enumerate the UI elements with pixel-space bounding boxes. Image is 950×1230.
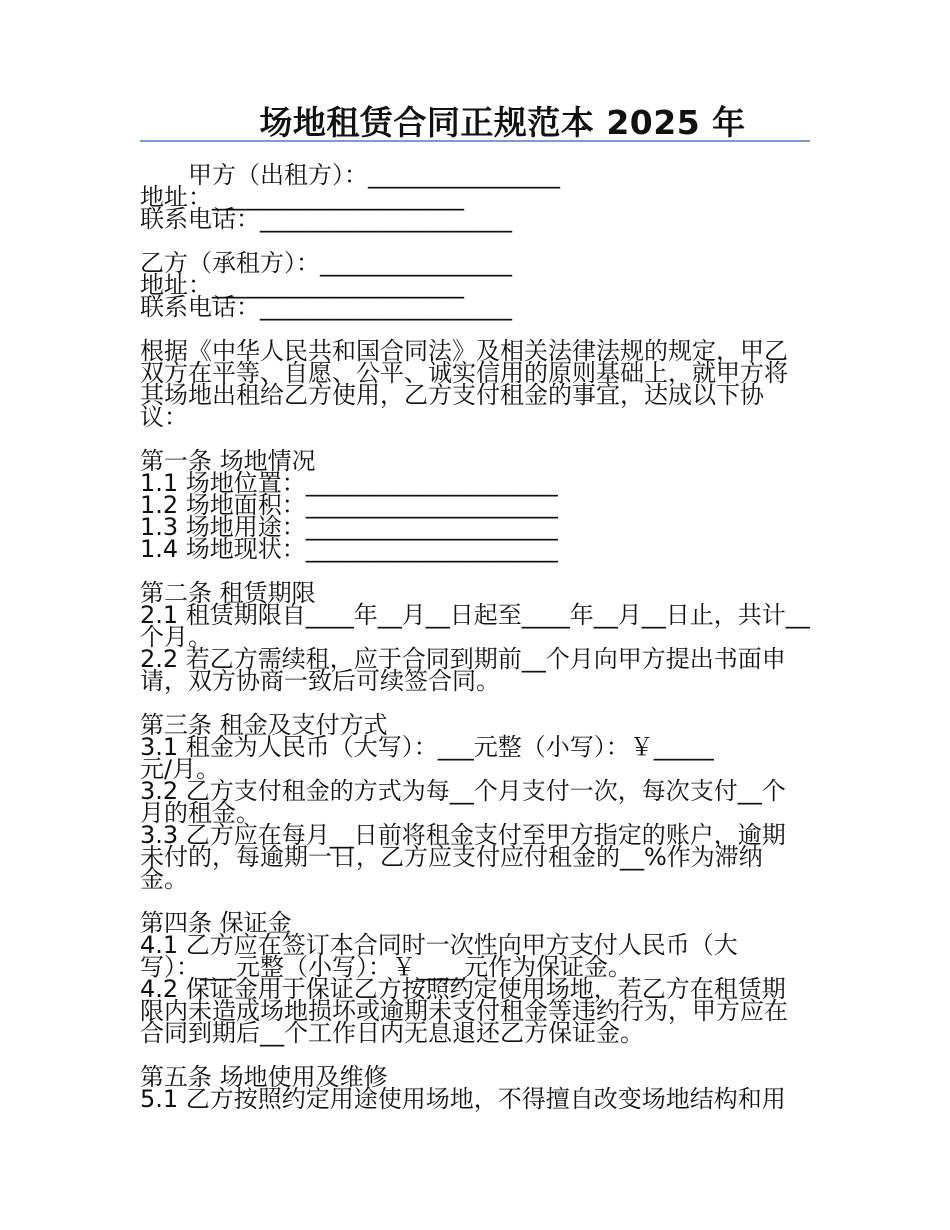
preamble-line: 双方在平等、自愿、公平、诚实信用的原则基础上，就甲方将 — [140, 359, 788, 387]
article-5 — [140, 1063, 810, 1113]
article-2 — [140, 579, 810, 695]
party-a-phone: 联系电话：_____________________ — [140, 205, 512, 233]
clause-line: 4.1 乙方应在签订本合同时一次性向甲方支付人民币（大 — [140, 931, 738, 959]
clause-line: 未付的，每逾期一日，乙方应支付应付租金的__%作为滞纳 — [140, 843, 763, 871]
clause-line: 限内未造成场地损坏或逾期未支付租金等违约行为，甲方应在 — [140, 997, 788, 1025]
party-a-line: 甲方（出租方）：________________ — [188, 161, 560, 189]
clause-line: 5.1 乙方按照约定用途使用场地，不得擅自改变场地结构和用 — [140, 1085, 786, 1113]
clause-line: 2.2 若乙方需续租，应于合同到期前__个月向甲方提出书面申 — [140, 645, 786, 673]
party-b-line: 乙方（承租方）：________________ — [140, 249, 512, 277]
clause-line: 元/月。 — [140, 755, 221, 783]
article-heading: 第四条 保证金 — [140, 909, 292, 937]
clause-line: 3.2 乙方支付租金的方式为每__个月支付一次，每次支付__个 — [140, 777, 786, 805]
article-3 — [140, 711, 810, 893]
preamble-line: 根据《中华人民共和国合同法》及相关法律法规的规定，甲乙 — [140, 337, 788, 365]
clause-line: 1.3 场地用途：_____________________ — [140, 513, 558, 541]
clause-line: 4.2 保证金用于保证乙方按照约定使用场地，若乙方在租赁期 — [140, 975, 786, 1003]
party-b-phone: 联系电话：_____________________ — [140, 293, 512, 321]
document-page — [140, 100, 810, 1113]
clause-line: 3.1 租金为人民币（大写）：___元整（小写）：￥_____ — [140, 733, 714, 761]
preamble-line: 其场地出租给乙方使用，乙方支付租金的事宜，达成以下协 — [140, 381, 764, 409]
party-a-address: 地址：_____________________ — [140, 183, 464, 211]
party-b-block — [140, 249, 810, 321]
article-1 — [140, 447, 810, 563]
clause-line: 3.3 乙方应在每月__日前将租金支付至甲方指定的账户，逾期 — [140, 821, 786, 849]
document-title: 场地租赁合同正规范本 2025 年 — [259, 103, 746, 142]
article-4 — [140, 909, 810, 1047]
clause-line: 写）：___元整（小写）：￥____元作为保证金。 — [140, 953, 632, 981]
clause-line: 1.4 场地现状：_____________________ — [140, 535, 558, 563]
clause-line: 金。 — [140, 865, 188, 893]
clause-line: 月的租金。 — [140, 799, 260, 827]
article-heading: 第一条 场地情况 — [140, 447, 316, 475]
article-heading: 第三条 租金及支付方式 — [140, 711, 388, 739]
clause-line: 2.1 租赁期限自____年__月__日起至____年__月__日止，共计__ — [140, 601, 810, 629]
preamble-line: 议： — [140, 403, 188, 431]
clause-line: 个月。 — [140, 623, 212, 651]
preamble — [140, 337, 810, 431]
article-heading: 第二条 租赁期限 — [140, 579, 316, 607]
clause-line: 请，双方协商一致后可续签合同。 — [140, 667, 500, 695]
clause-line: 合同到期后__个工作日内无息退还乙方保证金。 — [140, 1019, 644, 1047]
party-a-block — [140, 161, 810, 233]
clause-line: 1.1 场地位置：_____________________ — [140, 469, 558, 497]
article-heading: 第五条 场地使用及维修 — [140, 1063, 388, 1091]
party-b-address: 地址：_____________________ — [140, 271, 464, 299]
clause-line: 1.2 场地面积：_____________________ — [140, 491, 558, 519]
